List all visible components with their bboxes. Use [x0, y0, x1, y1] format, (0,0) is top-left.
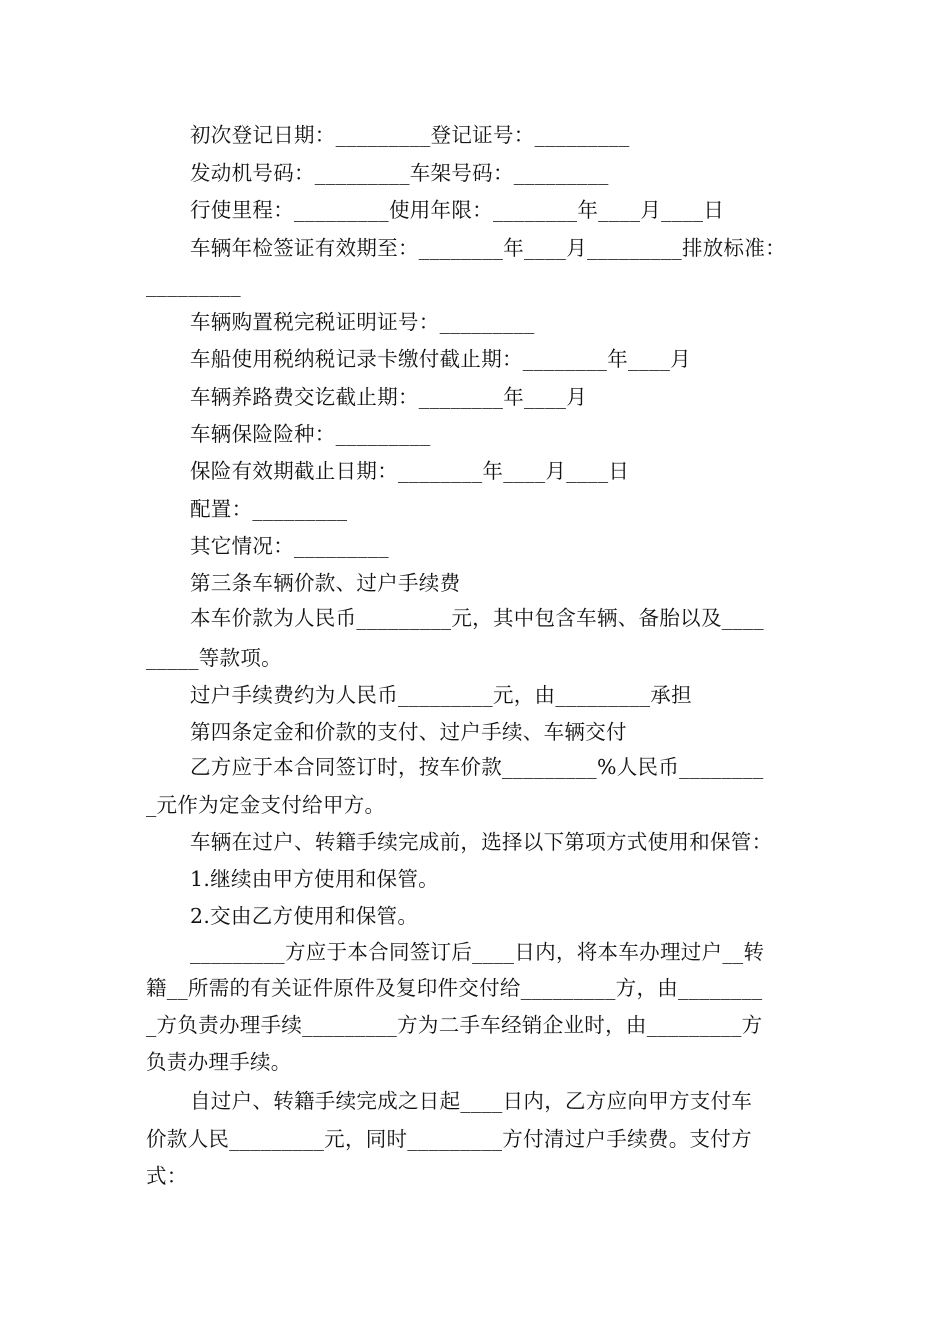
- text-line: 车辆年检签证有效期至：________年____月_________排放标准：: [190, 236, 786, 260]
- text-line: 籍__所需的有关证件原件及复印件交付给_________方，由________: [146, 976, 763, 1000]
- text-line: 车辆在过户、转籍手续完成前，选择以下第项方式使用和保管：: [190, 830, 773, 854]
- text-line: 本车价款为人民币_________元，其中包含车辆、备胎以及____: [190, 606, 764, 630]
- list-item: 2.交由乙方使用和保管。: [190, 904, 419, 928]
- text-line: 负责办理手续。: [146, 1050, 292, 1074]
- text-line: 自过户、转籍手续完成之日起____日内，乙方应向甲方支付车: [190, 1089, 753, 1113]
- text-line: 车船使用税纳税记录卡缴付截止期：________年____月: [190, 347, 691, 371]
- text-line: 发动机号码：_________车架号码：_________: [190, 161, 609, 185]
- section-heading: 第四条定金和价款的支付、过户手续、车辆交付: [190, 720, 627, 744]
- text-line: 过户手续费约为人民币_________元，由_________承担: [190, 683, 692, 707]
- text-line: _________: [146, 273, 241, 297]
- text-line: 车辆购置税完税证明证号：_________: [190, 310, 535, 334]
- text-line: 其它情况：_________: [190, 534, 389, 558]
- text-line: 初次登记日期：_________登记证号：_________: [190, 123, 630, 147]
- text-line: _________方应于本合同签订后____日内，将本车办理过户__转: [190, 940, 765, 964]
- list-item: 1.继续由甲方使用和保管。: [190, 867, 439, 891]
- text-line: 车辆保险险种：_________: [190, 422, 431, 446]
- text-line: 车辆养路费交讫截止期：________年____月: [190, 385, 587, 409]
- text-line: 价款人民_________元，同时_________方付清过户手续费。支付方: [146, 1127, 752, 1151]
- text-line: 配置：_________: [190, 497, 348, 521]
- text-line: _元作为定金支付给甲方。: [146, 793, 386, 817]
- section-heading: 第三条车辆价款、过户手续费: [190, 571, 461, 595]
- text-line: _____等款项。: [146, 646, 282, 670]
- text-line: 保险有效期截止日期：________年____月____日: [190, 459, 630, 483]
- text-line: 行使里程：_________使用年限：________年____月____日: [190, 198, 725, 222]
- text-line: 乙方应于本合同签订时，按车价款_________%人民币________: [190, 755, 764, 779]
- text-line: 式：: [146, 1164, 188, 1188]
- text-line: _方负责办理手续_________方为二手车经销企业时，由_________方: [146, 1013, 763, 1037]
